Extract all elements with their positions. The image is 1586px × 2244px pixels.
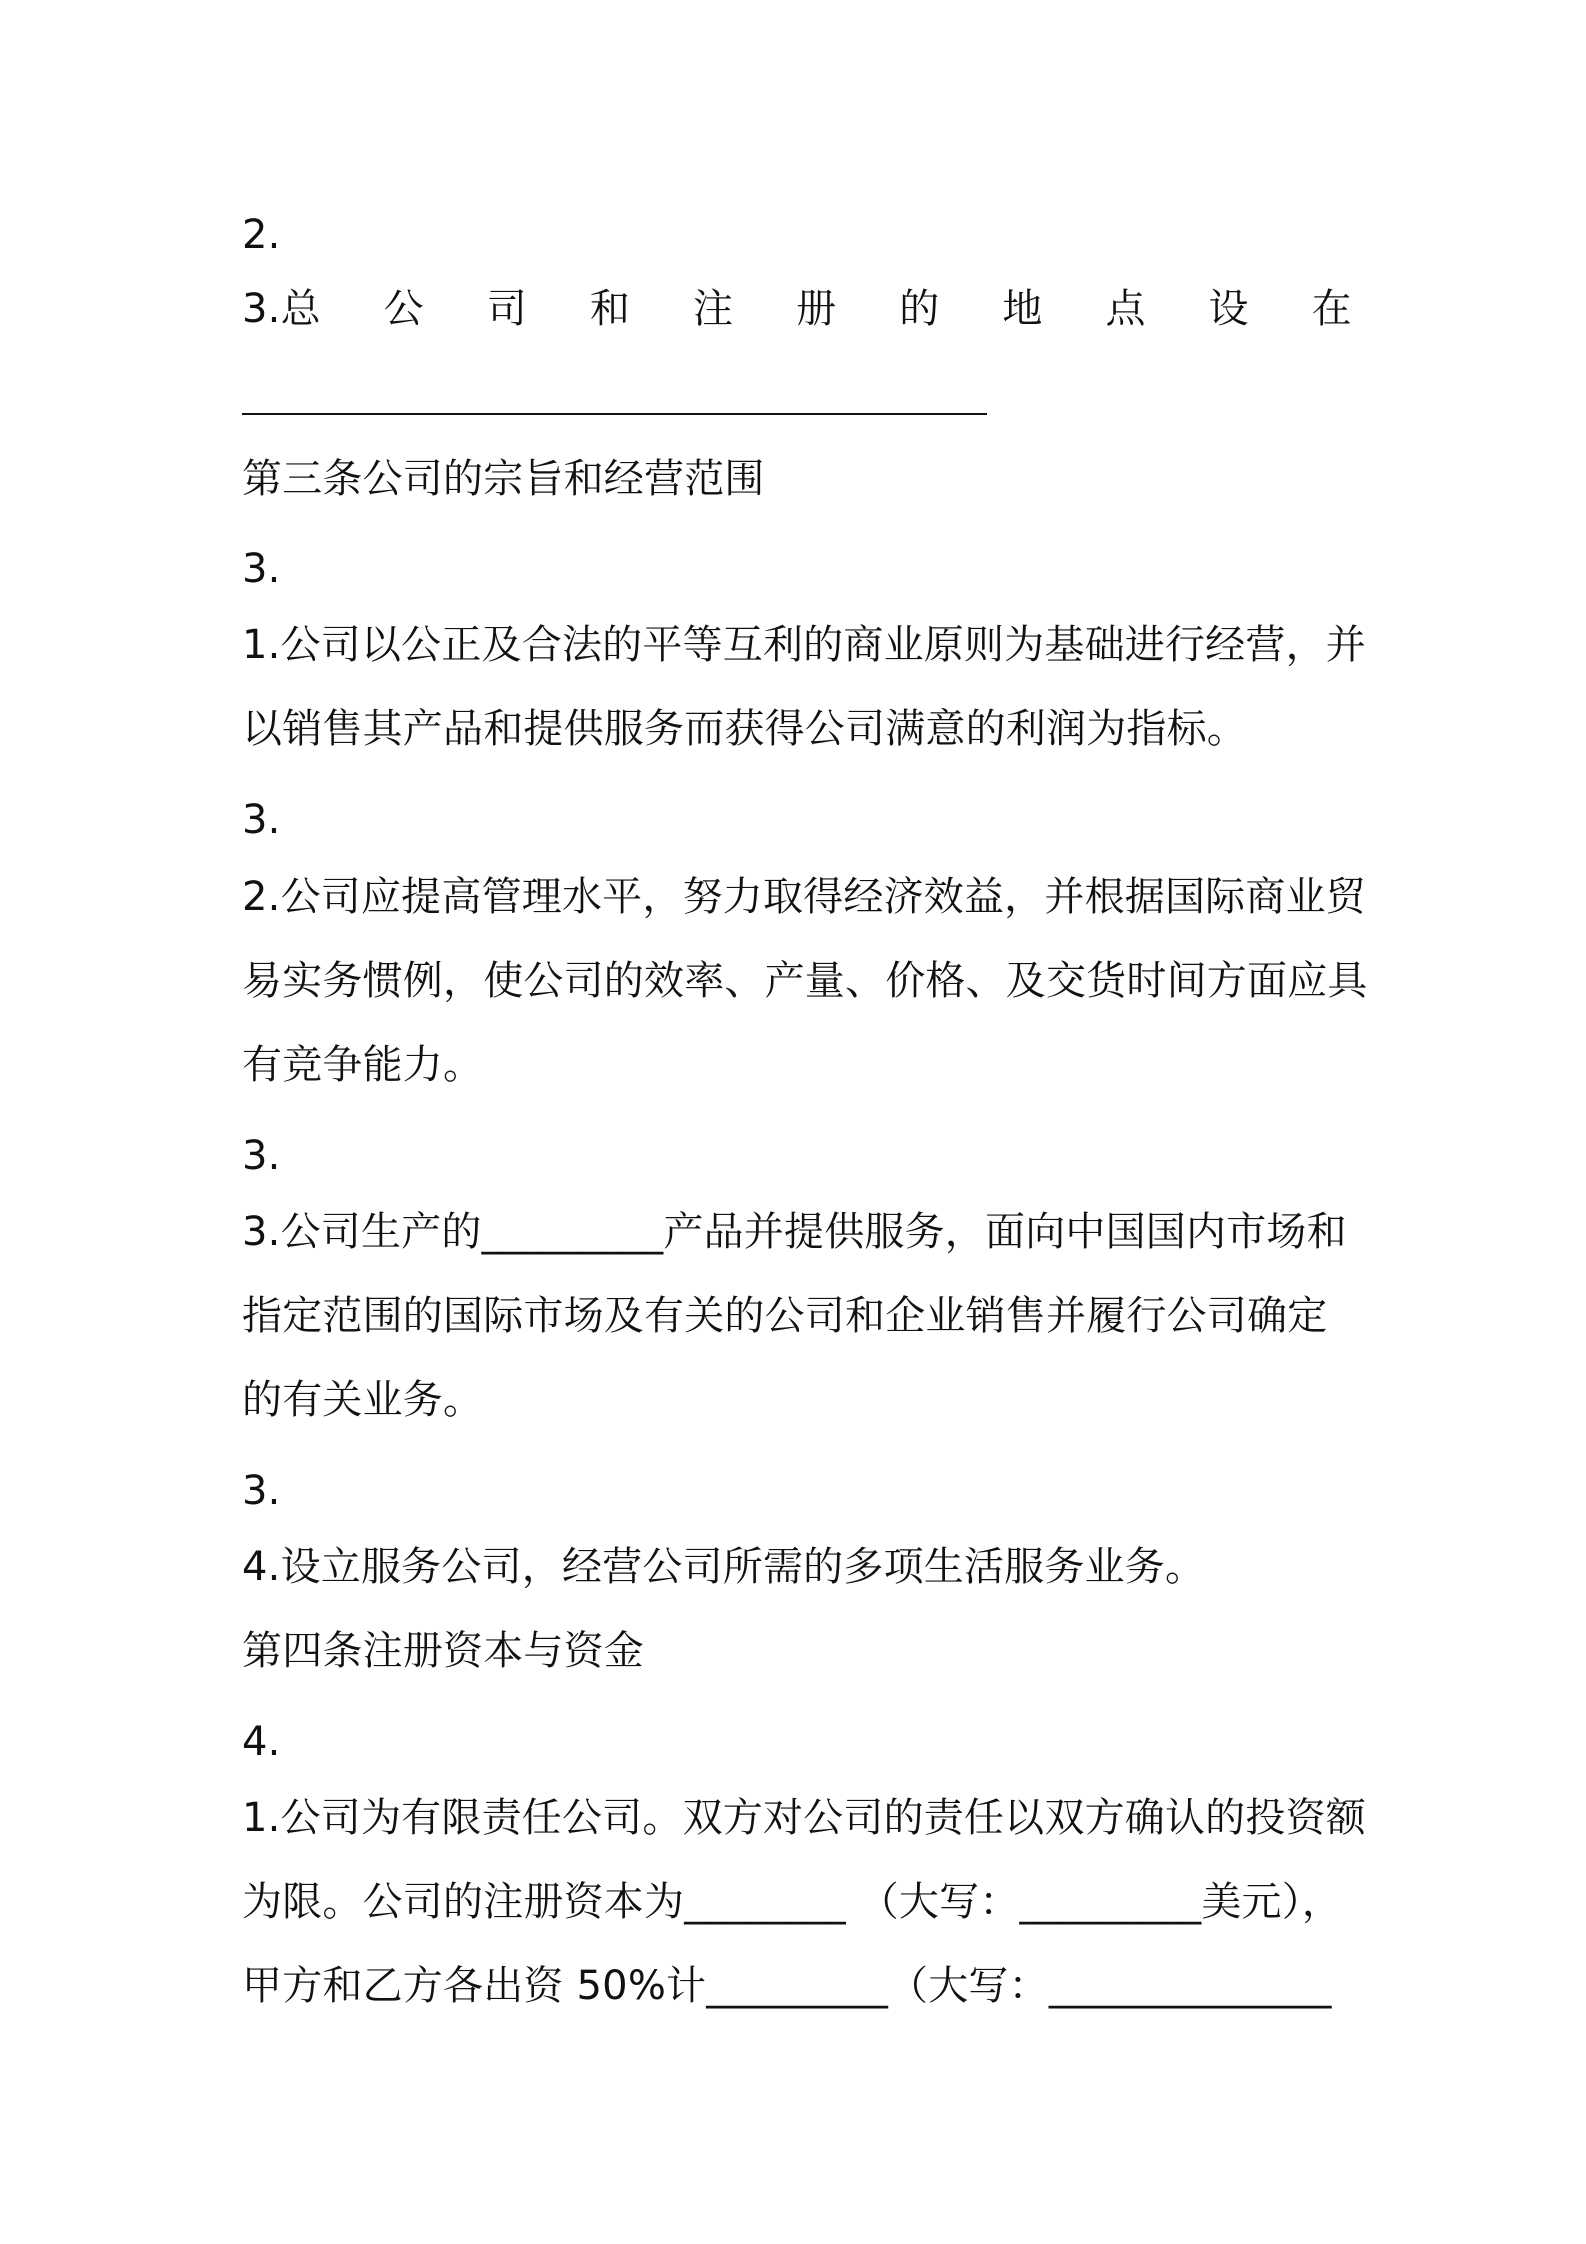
- paragraph-line: 2.公司应提高管理水平，努力取得经济效益，并根据国际商业贸: [242, 874, 1366, 920]
- text-char: 地: [1002, 286, 1043, 332]
- headquarters-location-line: [242, 281, 1352, 337]
- paragraph-line: 有竞争能力。: [242, 1042, 484, 1088]
- text-segment: 3.公司生产的: [242, 1209, 482, 1255]
- text-char: 册: [796, 286, 837, 332]
- text-char: 在: [1311, 286, 1352, 332]
- paragraph-line: 指定范围的国际市场及有关的公司和企业销售并履行公司确定: [242, 1293, 1328, 1339]
- clause-number: 2.: [242, 212, 281, 258]
- paragraph-line: [242, 1204, 1352, 1260]
- paragraph-line: 1.公司以公正及合法的平等互利的商业原则为基础进行经营，并: [242, 622, 1366, 668]
- clause-number: 3.: [242, 1133, 281, 1179]
- paragraph-line: 易实务惯例，使公司的效率、产量、价格、及交货时间方面应具: [242, 958, 1368, 1004]
- paragraph-line: 甲方和乙方各出资 50%计_________（大写：______________: [242, 1963, 1332, 2009]
- paragraph-line: 1.公司为有限责任公司。双方对公司的责任以双方确认的投资额: [242, 1795, 1366, 1841]
- text-segment: 产品并提供服务，面向中国国内市场和: [663, 1209, 1347, 1255]
- fill-in-blank-line: [242, 413, 987, 415]
- clause-number: 3.: [242, 546, 281, 592]
- clause-number: 3.: [242, 1468, 281, 1514]
- text-char: 和: [589, 286, 631, 332]
- text-char: 3.总: [242, 286, 321, 332]
- text-char: 设: [1208, 286, 1249, 332]
- text-char: 的: [899, 286, 940, 332]
- text-char: 点: [1105, 286, 1146, 332]
- clause-number: 4.: [242, 1719, 281, 1765]
- paragraph-line: 以销售其产品和提供服务而获得公司满意的利润为指标。: [242, 706, 1247, 752]
- text-char: 公: [383, 286, 424, 332]
- clause-number: 3.: [242, 797, 281, 843]
- text-char: 司: [486, 286, 527, 332]
- text-char: 注: [693, 286, 734, 332]
- product-blank: _________: [481, 1209, 664, 1255]
- article-heading: 第四条注册资本与资金: [242, 1628, 644, 1674]
- paragraph-line: 为限。公司的注册资本为________ （大写：_________美元），: [242, 1879, 1343, 1925]
- paragraph-line: 4.设立服务公司，经营公司所需的多项生活服务业务。: [242, 1544, 1206, 1590]
- paragraph-line: 的有关业务。: [242, 1377, 484, 1423]
- article-heading: 第三条公司的宗旨和经营范围: [242, 456, 765, 502]
